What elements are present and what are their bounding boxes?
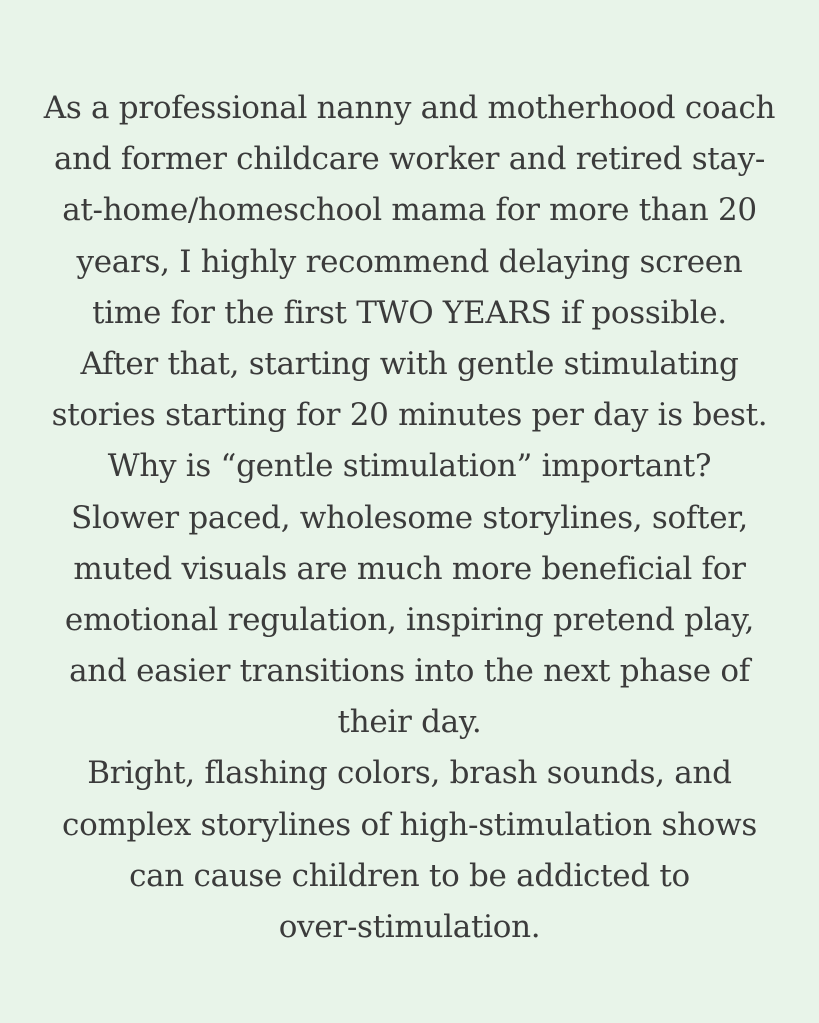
text-line: time for the first TWO YEARS if possible.: [92, 294, 727, 331]
text-line: years, I highly recommend delaying screen: [76, 243, 743, 280]
text-line: their day.: [337, 704, 482, 741]
text-line: As a professional nanny and motherhood coach: [43, 90, 776, 126]
text-line: Why is “gentle stimulation” important?: [107, 448, 712, 485]
text-line: and easier transitions into the next phase of: [69, 653, 750, 690]
text-line: After that, starting with gentle stimulating: [80, 345, 739, 382]
text-line: over-stimulation.: [278, 909, 541, 945]
text-line: at-home/homeschool mama for more than 20: [62, 192, 757, 229]
text-line: can cause children to be addicted to: [129, 857, 690, 894]
text-line: Bright, flashing colors, brash sounds, and: [87, 755, 732, 792]
text-line: stories starting for 20 minutes per day is best.: [51, 397, 768, 434]
text-line: and former childcare worker and retired stay-: [53, 141, 766, 178]
text-line: muted visuals are much more beneficial for: [73, 550, 746, 587]
text-line: Slower paced, wholesome storylines, softer,: [71, 499, 748, 536]
text-line: complex storylines of high-stimulation shows: [62, 806, 757, 843]
text-line: emotional regulation, inspiring pretend play,: [64, 601, 755, 638]
